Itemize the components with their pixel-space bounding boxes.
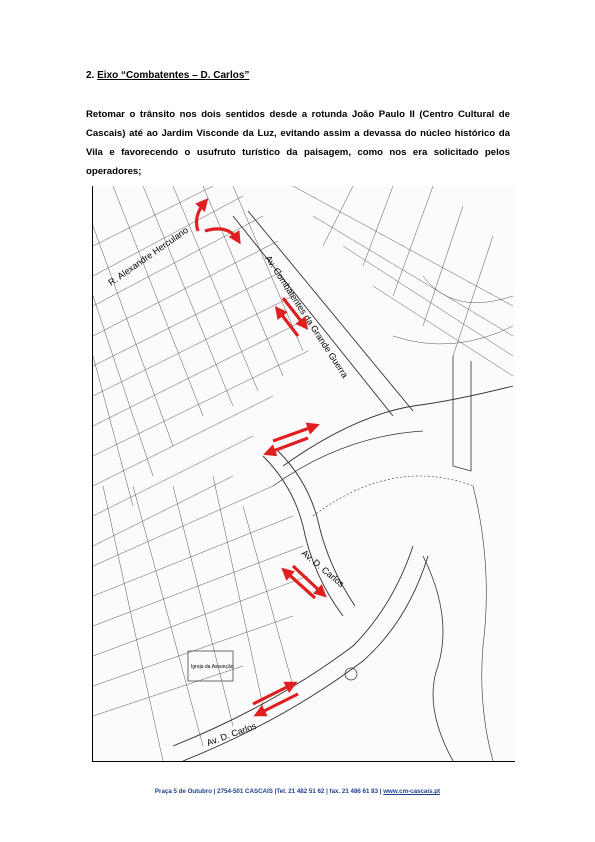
label-alexandre-herculano: R. Alexandre Herculano: [106, 224, 191, 288]
footer-address: Praça 5 de Outubro | 2754-501 CASCAIS |Tel. 21 482 51 62 | fax. 21 486 61 83 |: [154, 788, 384, 795]
map-streets: [93, 186, 513, 761]
label-av-d-carlos-upper: Av. D. Carlos: [299, 547, 347, 590]
label-av-d-carlos-lower: Av. D. Carlos: [205, 720, 258, 748]
arrow-icon: [273, 426, 315, 441]
page-footer: [0, 788, 595, 795]
arrow-icon: [197, 202, 205, 231]
label-av-combatentes: Av. Combatentes da Grande Guerra: [263, 253, 351, 380]
footer-link[interactable]: www.cm-cascais.pt: [383, 788, 441, 795]
arrow-icon: [205, 229, 238, 240]
section-number: 2.: [86, 70, 95, 81]
street-map: [92, 186, 515, 762]
label-church: Igreja da Assunção: [191, 664, 234, 670]
map-drawing: [93, 186, 515, 761]
section-heading: [86, 70, 249, 81]
body-paragraph: Retomar o trânsito nos dois sentidos desde a rotunda João Paulo II (Centro Cultural de Cascais) até ao Jardim Visconde da Luz, evitando assim a devassa do núcleo histórico da Vila e favorecendo o usufruto turístico da paisagem, como nos era solicitado pelos operadores;: [86, 109, 510, 177]
section-title: Eixo “Combatentes – D. Carlos”: [97, 70, 250, 81]
